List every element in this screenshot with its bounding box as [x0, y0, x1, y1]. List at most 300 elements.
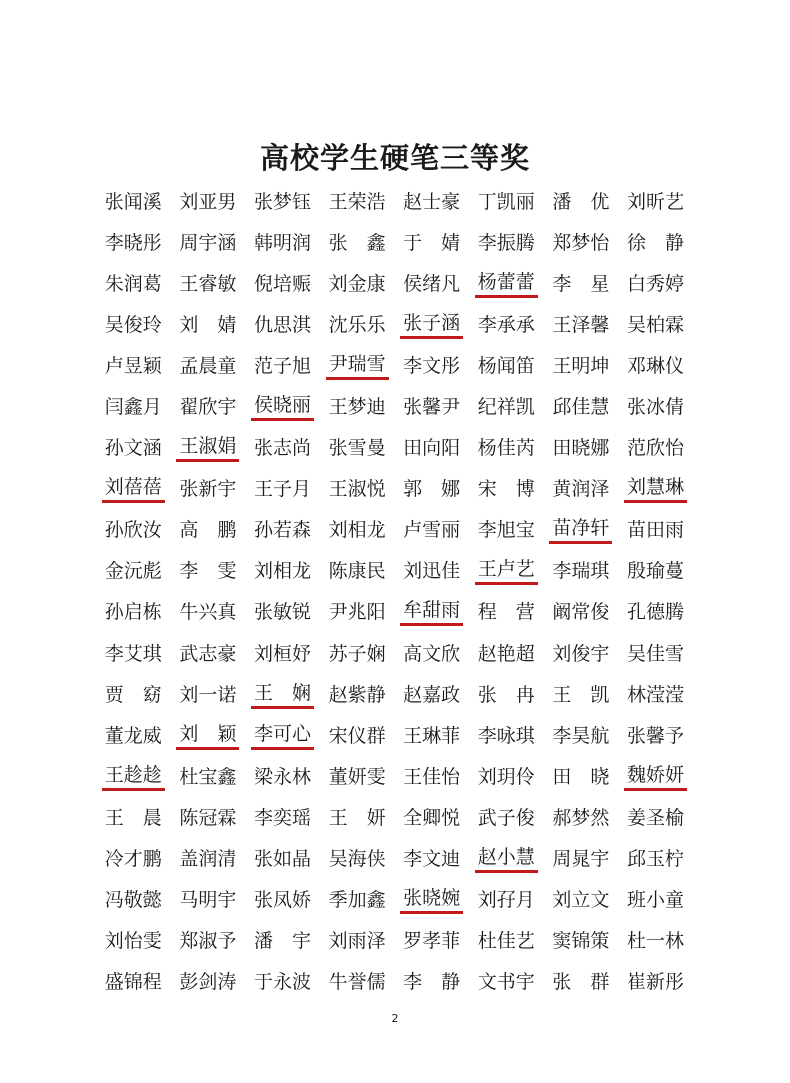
name-row: [96, 674, 696, 715]
student-name: 于 婧: [403, 231, 461, 254]
student-name: 郭 娜: [403, 478, 461, 501]
student-name: 王 妍: [328, 806, 386, 829]
name-cell: [544, 228, 619, 258]
student-name: 李瑞琪: [552, 560, 610, 583]
student-name: 刘迅佳: [403, 560, 461, 583]
student-name: 周晁宇: [552, 848, 610, 871]
name-cell: [320, 187, 395, 217]
name-cell: [544, 967, 619, 997]
name-cell: [394, 433, 469, 463]
name-cell: [245, 967, 320, 997]
student-name: 李 雯: [179, 560, 237, 583]
highlighted-name: 牟甜雨: [400, 598, 463, 626]
name-cell: [96, 721, 171, 751]
name-cell: [171, 515, 246, 545]
student-name: 田向阳: [403, 437, 461, 460]
student-name: 白秀婷: [626, 272, 684, 295]
name-cell: [394, 269, 469, 299]
name-row: [96, 592, 696, 633]
student-name: 赵士豪: [403, 190, 461, 213]
name-cell: [96, 433, 171, 463]
name-cell: [245, 844, 320, 874]
name-cell: [469, 639, 544, 669]
name-cell: [618, 803, 693, 833]
name-cell: [171, 926, 246, 956]
student-name: 季加鑫: [328, 889, 386, 912]
student-name: 赵紫静: [328, 683, 386, 706]
name-row: [96, 839, 696, 880]
student-name: 邱佳慧: [552, 396, 610, 419]
student-name: 邓琳仪: [626, 354, 684, 377]
name-cell: [320, 228, 395, 258]
student-name: 张新宇: [179, 478, 237, 501]
name-cell: [394, 721, 469, 751]
student-name: 窦锦策: [552, 930, 610, 953]
student-name: 张敏锐: [253, 601, 311, 624]
student-name: 王荣浩: [328, 190, 386, 213]
page-number: 2: [391, 1012, 399, 1025]
name-cell: [394, 392, 469, 422]
name-cell: [544, 639, 619, 669]
student-name: 周宇涵: [179, 231, 237, 254]
name-cell: [96, 474, 171, 504]
name-row: [96, 263, 696, 304]
name-cell: [171, 967, 246, 997]
highlighted-name: 王卢艺: [475, 557, 538, 585]
student-name: 罗孝菲: [403, 930, 461, 953]
name-cell: [469, 474, 544, 504]
student-name: 黄润泽: [552, 478, 610, 501]
name-cell: [469, 228, 544, 258]
name-cell: [544, 433, 619, 463]
name-cell: [394, 187, 469, 217]
name-cell: [618, 680, 693, 710]
name-cell: [469, 556, 544, 586]
name-cell: [469, 885, 544, 915]
name-cell: [618, 721, 693, 751]
name-cell: [394, 351, 469, 381]
name-cell: [618, 515, 693, 545]
name-cell: [245, 556, 320, 586]
name-cell: [96, 556, 171, 586]
student-name: 李 静: [403, 971, 461, 994]
name-cell: [171, 556, 246, 586]
name-cell: [171, 844, 246, 874]
student-name: 丁凯丽: [477, 190, 535, 213]
name-cell: [320, 639, 395, 669]
name-cell: [618, 474, 693, 504]
highlighted-name: 苗净轩: [549, 516, 612, 544]
name-cell: [394, 926, 469, 956]
name-cell: [544, 885, 619, 915]
name-cell: [96, 885, 171, 915]
name-cell: [394, 844, 469, 874]
name-cell: [394, 967, 469, 997]
name-cell: [171, 639, 246, 669]
student-name: 孙欣汝: [104, 519, 162, 542]
highlighted-name: 赵小慧: [475, 845, 538, 873]
name-cell: [544, 721, 619, 751]
student-name: 王琳菲: [403, 724, 461, 747]
student-name: 李昊航: [552, 724, 610, 747]
student-name: 李晓彤: [104, 231, 162, 254]
name-cell: [469, 187, 544, 217]
name-cell: [469, 721, 544, 751]
student-name: 李艾琪: [104, 642, 162, 665]
student-name: 卢昱颖: [104, 354, 162, 377]
student-name: 孙启栋: [104, 601, 162, 624]
student-name: 吴海侠: [328, 848, 386, 871]
student-name: 杜佳艺: [477, 930, 535, 953]
student-name: 郝梦然: [552, 806, 610, 829]
name-cell: [394, 762, 469, 792]
student-name: 范欣怡: [626, 437, 684, 460]
student-name: 金沅彪: [104, 560, 162, 583]
student-name: 盖润清: [179, 848, 237, 871]
name-cell: [618, 228, 693, 258]
name-cell: [469, 597, 544, 627]
highlighted-name: 王淑娟: [176, 434, 239, 462]
name-cell: [171, 597, 246, 627]
student-name: 苏子娴: [328, 642, 386, 665]
name-cell: [96, 228, 171, 258]
name-cell: [320, 926, 395, 956]
highlighted-name: 刘蓓蓓: [102, 475, 165, 503]
student-name: 邱玉柠: [626, 848, 684, 871]
student-name: 郑淑予: [179, 930, 237, 953]
name-cell: [171, 228, 246, 258]
student-name: 张 鑫: [328, 231, 386, 254]
student-name: 全卿悦: [403, 806, 461, 829]
student-name: 李奕瑶: [253, 806, 311, 829]
student-name: 潘 宇: [253, 930, 311, 953]
name-cell: [171, 392, 246, 422]
student-name: 张如晶: [253, 848, 311, 871]
student-name: 刘雨泽: [328, 930, 386, 953]
name-cell: [618, 392, 693, 422]
name-row: [96, 797, 696, 838]
student-name: 朱润葛: [104, 272, 162, 295]
student-name: 苗田雨: [626, 519, 684, 542]
student-name: 赵嘉政: [403, 683, 461, 706]
student-name: 李承承: [477, 313, 535, 336]
name-cell: [245, 680, 320, 710]
name-cell: [96, 187, 171, 217]
student-name: 田晓娜: [552, 437, 610, 460]
name-cell: [320, 844, 395, 874]
name-row: [96, 633, 696, 674]
student-name: 盛锦程: [104, 971, 162, 994]
student-name: 刘金康: [328, 272, 386, 295]
name-cell: [469, 310, 544, 340]
name-cell: [171, 762, 246, 792]
name-row: [96, 756, 696, 797]
name-cell: [245, 639, 320, 669]
name-cell: [320, 597, 395, 627]
name-cell: [245, 515, 320, 545]
student-name: 仇思淇: [253, 313, 311, 336]
student-name: 冷才鹏: [104, 848, 162, 871]
student-name: 殷瑜蔓: [626, 560, 684, 583]
student-name: 刘俊宇: [552, 642, 610, 665]
student-name: 董妍雯: [328, 765, 386, 788]
name-cell: [320, 556, 395, 586]
student-name: 刘相龙: [328, 519, 386, 542]
name-cell: [618, 187, 693, 217]
student-name: 张闻溪: [104, 190, 162, 213]
student-name: 刘相龙: [253, 560, 311, 583]
name-cell: [618, 926, 693, 956]
student-name: 田 晓: [552, 765, 610, 788]
student-name: 刘怡雯: [104, 930, 162, 953]
student-name: 陈冠霖: [179, 806, 237, 829]
student-name: 闫鑫月: [104, 396, 162, 419]
name-cell: [394, 228, 469, 258]
student-name: 班小童: [626, 889, 684, 912]
student-name: 刘昕艺: [626, 190, 684, 213]
student-name: 吴俊玲: [104, 313, 162, 336]
student-name: 武子俊: [477, 806, 535, 829]
student-name: 文书宇: [477, 971, 535, 994]
highlighted-name: 侯晓丽: [251, 393, 314, 421]
student-name: 杨佳芮: [477, 437, 535, 460]
student-name: 李旭宝: [477, 519, 535, 542]
student-name: 郑梦怡: [552, 231, 610, 254]
name-cell: [96, 967, 171, 997]
name-cell: [96, 515, 171, 545]
name-cell: [245, 926, 320, 956]
student-name: 李咏琪: [477, 724, 535, 747]
student-name: 刘亚男: [179, 190, 237, 213]
name-cell: [96, 310, 171, 340]
name-cell: [618, 556, 693, 586]
name-cell: [171, 433, 246, 463]
name-cell: [544, 392, 619, 422]
student-name: 程 营: [477, 601, 535, 624]
name-row: [96, 469, 696, 510]
name-cell: [171, 721, 246, 751]
student-name: 孙若森: [253, 519, 311, 542]
highlighted-name: 张晓婉: [400, 886, 463, 914]
name-cell: [245, 433, 320, 463]
name-cell: [320, 515, 395, 545]
highlighted-name: 张子涵: [400, 311, 463, 339]
name-cell: [618, 762, 693, 792]
name-cell: [320, 392, 395, 422]
name-cell: [320, 803, 395, 833]
name-cell: [544, 803, 619, 833]
name-cell: [618, 639, 693, 669]
student-name: 贾 窈: [104, 683, 162, 706]
student-name: 宋仪群: [328, 724, 386, 747]
name-cell: [469, 844, 544, 874]
student-name: 王明坤: [552, 354, 610, 377]
name-cell: [469, 433, 544, 463]
name-cell: [245, 597, 320, 627]
name-cell: [544, 844, 619, 874]
highlighted-name: 刘慧琳: [624, 475, 687, 503]
student-name: 孙文涵: [104, 437, 162, 460]
name-row: [96, 551, 696, 592]
student-name: 崔新彤: [626, 971, 684, 994]
name-cell: [469, 392, 544, 422]
student-name: 尹兆阳: [328, 601, 386, 624]
name-row: [96, 510, 696, 551]
name-cell: [618, 885, 693, 915]
name-cell: [618, 351, 693, 381]
name-cell: [544, 762, 619, 792]
name-cell: [245, 762, 320, 792]
student-name: 陈康民: [328, 560, 386, 583]
name-cell: [544, 515, 619, 545]
name-cell: [394, 885, 469, 915]
name-cell: [245, 803, 320, 833]
highlighted-name: 尹瑞雪: [326, 352, 389, 380]
name-cell: [171, 803, 246, 833]
student-name: 王 凯: [552, 683, 610, 706]
name-cell: [469, 803, 544, 833]
name-row: [96, 715, 696, 756]
student-name: 翟欣宇: [179, 396, 237, 419]
name-row: [96, 181, 696, 222]
name-cell: [544, 556, 619, 586]
student-name: 纪祥凯: [477, 396, 535, 419]
student-name: 吴柏霖: [626, 313, 684, 336]
name-cell: [171, 187, 246, 217]
name-cell: [245, 310, 320, 340]
student-name: 高文欣: [403, 642, 461, 665]
name-cell: [320, 310, 395, 340]
name-row: [96, 921, 696, 962]
highlighted-name: 王 娴: [251, 681, 314, 709]
name-cell: [618, 310, 693, 340]
name-cell: [320, 680, 395, 710]
student-name: 梁永林: [253, 765, 311, 788]
name-cell: [394, 556, 469, 586]
name-cell: [469, 967, 544, 997]
student-name: 冯敬懿: [104, 889, 162, 912]
name-grid: [96, 181, 696, 1003]
name-cell: [171, 680, 246, 710]
student-name: 王淑悦: [328, 478, 386, 501]
name-row: [96, 386, 696, 427]
name-cell: [544, 351, 619, 381]
student-name: 孔德腾: [626, 601, 684, 624]
name-cell: [96, 639, 171, 669]
name-cell: [171, 310, 246, 340]
name-cell: [320, 967, 395, 997]
name-cell: [544, 269, 619, 299]
student-name: 李文迪: [403, 848, 461, 871]
name-cell: [245, 392, 320, 422]
name-cell: [320, 433, 395, 463]
student-name: 彭剑涛: [179, 971, 237, 994]
student-name: 张雪曼: [328, 437, 386, 460]
student-name: 潘 优: [552, 190, 610, 213]
name-cell: [544, 187, 619, 217]
name-row: [96, 222, 696, 263]
name-cell: [469, 515, 544, 545]
student-name: 张凤娇: [253, 889, 311, 912]
student-name: 宋 博: [477, 478, 535, 501]
student-name: 张冰倩: [626, 396, 684, 419]
name-cell: [394, 515, 469, 545]
name-cell: [96, 269, 171, 299]
student-name: 韩明润: [253, 231, 311, 254]
student-name: 王佳怡: [403, 765, 461, 788]
name-cell: [320, 885, 395, 915]
page-title: 高校学生硬笔三等奖: [259, 141, 530, 175]
name-cell: [544, 474, 619, 504]
student-name: 刘一诺: [179, 683, 237, 706]
student-name: 于永波: [253, 971, 311, 994]
name-cell: [171, 269, 246, 299]
student-name: 阚常俊: [552, 601, 610, 624]
student-name: 刘孖月: [477, 889, 535, 912]
student-name: 王 晨: [104, 806, 162, 829]
name-cell: [245, 721, 320, 751]
name-cell: [618, 597, 693, 627]
student-name: 范子旭: [253, 354, 311, 377]
name-cell: [394, 310, 469, 340]
name-cell: [96, 351, 171, 381]
name-cell: [618, 269, 693, 299]
name-cell: [320, 269, 395, 299]
name-cell: [469, 926, 544, 956]
student-name: 马明宇: [179, 889, 237, 912]
student-name: 武志豪: [179, 642, 237, 665]
student-name: 董龙威: [104, 724, 162, 747]
name-cell: [245, 351, 320, 381]
name-cell: [245, 885, 320, 915]
name-cell: [320, 762, 395, 792]
name-cell: [245, 228, 320, 258]
name-cell: [171, 351, 246, 381]
highlighted-name: 王趁趁: [102, 763, 165, 791]
name-row: [96, 962, 696, 1003]
student-name: 王泽馨: [552, 313, 610, 336]
student-name: 杜宝鑫: [179, 765, 237, 788]
name-cell: [245, 474, 320, 504]
name-cell: [96, 680, 171, 710]
name-cell: [544, 597, 619, 627]
name-cell: [469, 762, 544, 792]
highlighted-name: 魏娇妍: [624, 763, 687, 791]
student-name: 李振腾: [477, 231, 535, 254]
student-name: 侯绪凡: [403, 272, 461, 295]
name-row: [96, 345, 696, 386]
student-name: 王梦迪: [328, 396, 386, 419]
name-cell: [618, 844, 693, 874]
student-name: 高 鹏: [179, 519, 237, 542]
student-name: 杨闻笛: [477, 354, 535, 377]
name-cell: [245, 269, 320, 299]
name-cell: [618, 433, 693, 463]
highlighted-name: 李可心: [251, 722, 314, 750]
student-name: 倪培赈: [253, 272, 311, 295]
student-name: 王子月: [253, 478, 311, 501]
name-cell: [394, 639, 469, 669]
student-name: 卢雪丽: [403, 519, 461, 542]
student-name: 张 冉: [477, 683, 535, 706]
student-name: 李文彤: [403, 354, 461, 377]
student-name: 孟晨童: [179, 354, 237, 377]
student-name: 赵艳超: [477, 642, 535, 665]
highlighted-name: 杨蕾蕾: [475, 270, 538, 298]
name-cell: [544, 310, 619, 340]
student-name: 张馨予: [626, 724, 684, 747]
name-cell: [544, 680, 619, 710]
